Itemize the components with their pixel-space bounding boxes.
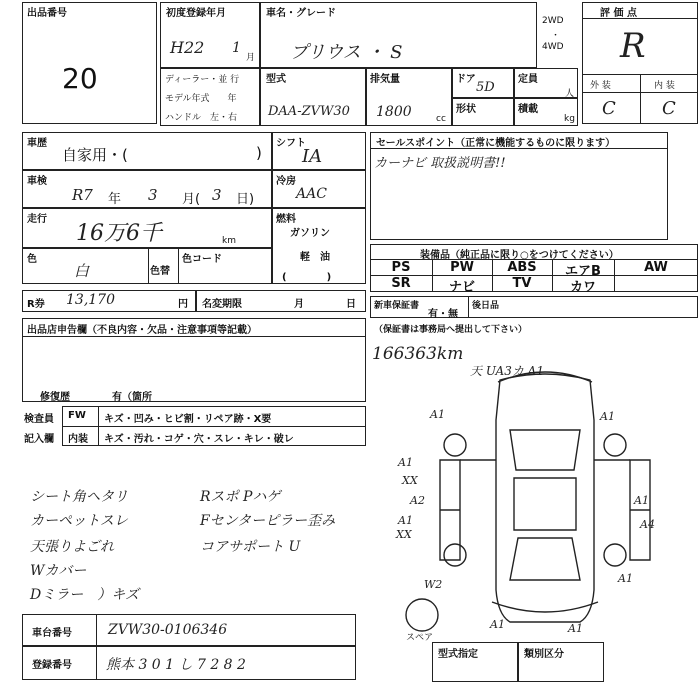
warranty-label: 新車保証書 — [374, 301, 420, 311]
type-spec-label: 型式指定 — [438, 649, 478, 660]
warranty-value: 有・無 — [428, 309, 458, 320]
usage-label: 車歴 — [27, 138, 47, 149]
chassis-split — [96, 614, 97, 646]
recycle-label: R券 — [27, 299, 45, 310]
grade-divider-3 — [582, 92, 698, 93]
equipment-item: エアB — [565, 264, 601, 279]
report-title: 出品店申告欄（不良内容・欠品・注意事項等記載） — [27, 325, 257, 336]
diagram-mark: W2 — [424, 578, 443, 591]
diagram-mark: A1 — [398, 456, 413, 469]
sales-divider — [370, 148, 668, 149]
diagram-mark: A1 — [568, 622, 583, 635]
fuel-paren: ( ) — [282, 272, 332, 283]
color-code-label: 色コード — [182, 254, 222, 265]
int-label: 内 装 — [654, 81, 675, 91]
dealer-label: ディーラー・並 行 — [165, 75, 240, 85]
kg-unit: kg — [564, 114, 575, 124]
mileage-value: 16万6千 — [76, 221, 162, 246]
diagram-mark: A1 — [490, 618, 505, 631]
diagram-mark: A1 — [634, 494, 649, 507]
lot-number: 20 — [62, 62, 98, 95]
note-item: Rスポ Pハゲ — [200, 489, 281, 505]
inspect-day: 3 — [212, 186, 222, 204]
color-label: 色 — [27, 254, 37, 265]
cap-unit: 人 — [565, 89, 575, 99]
fuel-label: 燃料 — [276, 214, 296, 225]
diagram-mark: A1 — [430, 408, 445, 421]
ac-label: 冷房 — [276, 176, 296, 187]
plate-label: 登録番号 — [32, 660, 72, 671]
warranty-box — [370, 296, 698, 318]
equipment-item: ABS — [507, 260, 537, 275]
plate-split — [96, 646, 97, 680]
lot-label: 出品番号 — [27, 8, 67, 19]
warranty-split — [468, 296, 469, 318]
shift-value: IA — [302, 146, 323, 167]
inspection-row2-head: 内装 — [68, 434, 88, 445]
shift-label: シフト — [276, 138, 306, 149]
equipment-title: 装備品（純正品に限り○をつけてください） — [420, 250, 619, 261]
note-item: シート角ヘタリ — [30, 489, 128, 505]
sales-title: セールスポイント（正常に機能するものに限ります） — [376, 138, 616, 149]
fuel-gas: ガソリン — [290, 228, 330, 239]
usage-box — [22, 132, 272, 170]
type-value: DAA-ZVW30 — [268, 104, 350, 119]
color-box — [22, 248, 272, 284]
repaint-label: 色替 — [150, 266, 170, 277]
diagram-mark: XX — [396, 528, 412, 541]
grade-label: 評 価 点 — [600, 8, 637, 19]
mileage-label: 走行 — [27, 214, 47, 225]
grade-divider — [582, 18, 698, 19]
note-item: Dミラー ）キズ — [30, 587, 139, 603]
title-month: 月 — [294, 299, 304, 310]
wd-2: 2WD — [542, 16, 564, 26]
equipment-item: PW — [450, 260, 474, 275]
inspect-era: R7 — [72, 186, 93, 204]
disp-label: 排気量 — [370, 74, 400, 85]
type-label: 型式 — [266, 74, 286, 85]
color-split-2 — [178, 248, 179, 284]
cap-label: 定員 — [518, 74, 538, 85]
model-year-label: モデル年式 年 — [165, 94, 237, 104]
inspection-divider — [62, 426, 366, 427]
report-divider — [22, 336, 366, 337]
reg-month-unit: 月 — [246, 53, 256, 63]
equipment-item: ナビ — [448, 280, 475, 295]
name-label: 車名・グレード — [266, 8, 336, 19]
fuel-diesel: 軽 油 — [300, 252, 330, 263]
note-item: 天張りよごれ — [30, 539, 114, 555]
repair-value: 有（箇所 — [112, 392, 152, 403]
reg-label: 初度登録年月 — [166, 8, 226, 19]
equipment-item: カワ — [569, 280, 596, 295]
sales-text: カーナビ 取扱説明書!! — [374, 156, 506, 171]
diagram-mark: XX — [402, 474, 418, 487]
diagram-mark: A4 — [640, 518, 655, 531]
note-item: Fセンターピラー歪み — [200, 513, 336, 529]
spare-label: スペア — [406, 633, 434, 643]
name-value: プリウス ・ S — [290, 42, 403, 63]
inspection-row1-head: FW — [68, 410, 86, 421]
inspect-month-unit: 月( — [182, 192, 201, 207]
recycle-value: 13,170 — [66, 292, 115, 308]
color-value: 白 — [74, 262, 90, 280]
grade-value: R — [620, 26, 646, 66]
warranty-note: （保証書は事務局へ提出して下さい） — [374, 325, 528, 335]
inspect-box — [22, 170, 272, 208]
inspect-day-unit: 日) — [236, 192, 255, 207]
chassis-label: 車台番号 — [32, 628, 72, 639]
equipment-item: PS — [391, 260, 411, 275]
inspect-label: 車検 — [27, 176, 47, 187]
ac-value: AAC — [296, 186, 327, 202]
title-day: 日 — [346, 299, 356, 310]
inspection-row2: キズ・汚れ・コゲ・穴・スレ・キレ・破レ — [104, 434, 294, 445]
disp-value: 1800 — [376, 104, 412, 120]
inspect-year-unit: 年 — [108, 192, 122, 207]
category-label: 類別区分 — [524, 649, 564, 660]
color-split — [148, 248, 149, 284]
repair-label: 修復歴 — [40, 392, 70, 403]
diagram-top-note: 天 UA3カ A1 — [470, 364, 544, 378]
note-item: コアサポート U — [200, 539, 301, 555]
shape-label: 形状 — [456, 104, 476, 115]
diagram-mark: A2 — [410, 494, 425, 507]
chassis-value: ZVW30-0106346 — [108, 622, 228, 638]
inspect-month: 3 — [148, 186, 158, 204]
inspection-row1: キズ・凹み・ヒビ割・リペア跡・X要 — [104, 414, 272, 425]
entry-label: 記入欄 — [24, 434, 54, 445]
wd-4: 4WD — [542, 42, 564, 52]
yen-unit: 円 — [178, 299, 188, 310]
car-diagram — [380, 360, 698, 645]
reg-month: 1 — [232, 40, 241, 56]
diagram-mark: A1 — [618, 572, 633, 585]
int-value: C — [662, 98, 676, 119]
plate-value: 熊本 3 0 1 し 7 2 8 2 — [106, 657, 246, 673]
equipment-item: TV — [512, 276, 532, 291]
inspector-label: 検査員 — [24, 414, 54, 425]
wd-dot: ・ — [551, 31, 561, 41]
equipment-item: SR — [391, 276, 411, 291]
inspection-split — [98, 406, 99, 446]
equipment-item: AW — [644, 260, 668, 275]
usage-value: 自家用・( — [62, 146, 128, 164]
cc-unit: cc — [436, 114, 446, 124]
km-unit: km — [222, 236, 236, 246]
door-label: ドア — [456, 74, 476, 85]
note-item: カーペットスレ — [30, 513, 128, 529]
ext-label: 外 装 — [590, 81, 611, 91]
grade-split — [640, 74, 641, 124]
handle-label: ハンドル 左・右 — [165, 113, 238, 123]
diagram-mark: A1 — [398, 514, 413, 527]
ext-value: C — [602, 98, 616, 119]
reg-era: H22 — [170, 38, 205, 57]
title-label: 名変期限 — [202, 299, 242, 310]
load-label: 積載 — [518, 104, 538, 115]
usage-close: ) — [256, 144, 262, 162]
note-item: Wカバー — [30, 563, 87, 579]
diagram-mark: A1 — [600, 410, 615, 423]
odometer-note: 166363km — [372, 344, 464, 364]
door-value: 5D — [476, 80, 495, 95]
warranty-date-label: 後日品 — [472, 301, 500, 311]
